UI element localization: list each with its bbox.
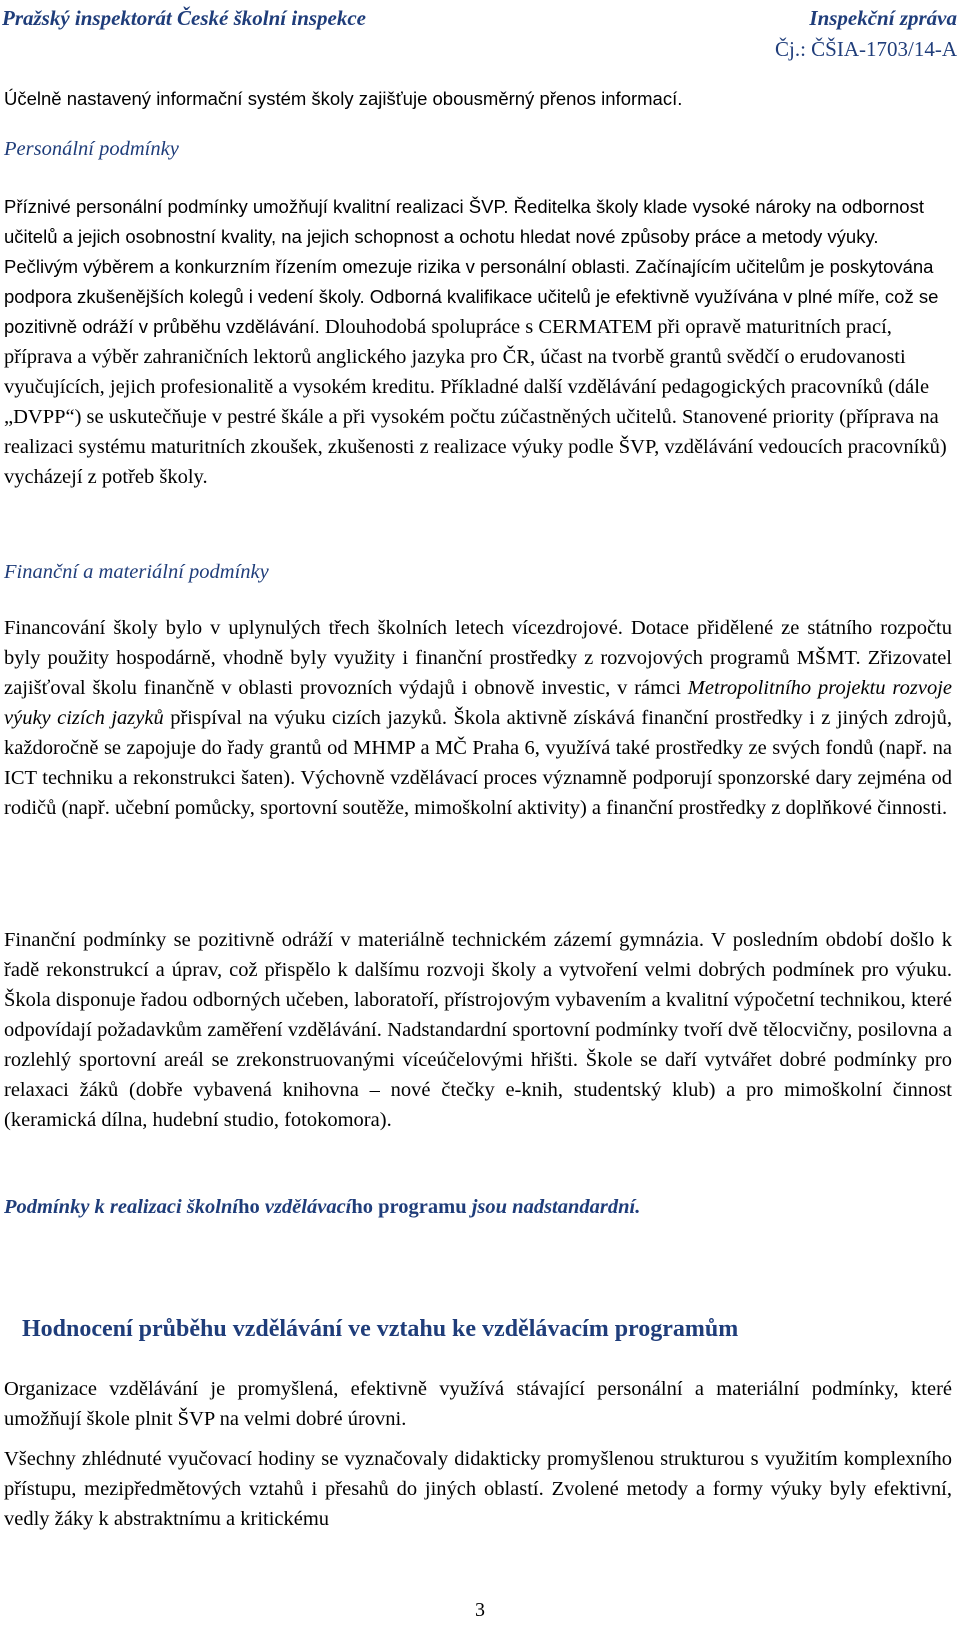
finance-paragraph-2: Finanční podmínky se pozitivně odráží v materiálně technickém zázemí gymnázia. V posledním období došlo k řadě rekonstrukcí a úprav, což přispělo k dalšímu rozvoji školy a vytvoření velmi dobrých podmínek pro výuku. Škola disponuje řadou odborných učeben, laboratoří, přístrojovým vybavením a kvalitní výpočetní technikou, které odpovídají požadavkům zaměření vzdělávání. Nadstandardní sportovní podmínky tvoří dvě tělocvičny, posilovna a rozlehlý sportovní areál se zrekonstruovanými víceúčelovými hřišti. Škole se daří vytvářet dobré podmínky pro relaxaci žáků (dobře vybavená knihovna – nové čtečky e-knih, studentský klub) a pro mimoškolní činnost (keramická dílna, hudební studio, fotokomora). [4,929,952,1131]
conditions-conclusion: Podmínky k realizaci školního vzdělávacího programu jsou nadstandardní. [4,1196,641,1218]
finance-paragraph-1: Financování školy bylo v uplynulých třech školních letech vícezdrojové. Dotace přidělené ze státního rozpočtu byly použity hospodárně, vhodně byly využity i finanční prostředky z rozvojových programů MŠMT. Zřizovatel zajišťoval školu finančně v oblasti provozních výdajů i obnově investic, v rámci Metropolitního projektu rozvoje výuky cizích jazyků přispíval na výuku cizích jazyků. Škola aktivně získává finanční prostředky i z jiných zdrojů, každoročně se zapojuje do řady grantů od MHMP a MČ Praha 6, využívá také prostředky ze svých fondů (např. na ICT techniku a rekonstrukci šaten). Výchovně vzdělávací proces významně podporují sponzorské dary zejména od rodičů (např. učební pomůcky, sportovní soutěže, mimoškolní aktivity) a finanční prostředky z doplňkové činnosti. [4,617,953,819]
organization-paragraph: Organizace vzdělávání je promyšlená, efektivně využívá stávající personální a materiální podmínky, které umožňují škole plnit ŠVP na velmi dobré úrovni. [4,1378,952,1430]
header-reference-number: Čj.: ČŠIA-1703/14-A [774,37,957,61]
personnel-conditions-heading: Personální podmínky [4,138,179,160]
header-report-type: Inspekční zpráva [809,6,957,30]
header-inspectorate: Pražský inspektorát České školní inspekce [2,6,367,30]
info-system-paragraph: Účelně nastavený informační systém školy zajišťuje obousměrný přenos informací. [4,88,683,109]
section-heading-education-process: Hodnocení průběhu vzdělávání ve vztahu ke vzdělávacím programům [22,1316,739,1342]
page-number: 3 [475,1599,485,1621]
page-header [0,0,960,66]
personnel-conditions-paragraph: Příznivé personální podmínky umožňují kvalitní realizaci ŠVP. Ředitelka školy klade vysoké nároky na odbornost učitelů a jejich osobnostní kvality, na jejich schopnost a ochotu hledat nové způsoby práce a metody výuky. Pečlivým výběrem a konkurzním řízením omezuje rizika v personální oblasti. Začínajícím učitelům je poskytována podpora zkušenějších kolegů i vedení školy. Odborná kvalifikace učitelů je efektivně využívána v plné míře, což se pozitivně odráží v průběhu vzdělávání. Dlouhodobá spolupráce s CERMATEM při opravě maturitních prací, příprava a výběr zahraničních lektorů anglického jazyka pro ČR, účast na tvorbě grantů svědčí o erudovanosti vyučujících, jejich profesionalitě a vysokém kreditu. Příkladné další vzdělávání pedagogických pracovníků (dále „DVPP“) se uskutečňuje v pestré škále a při vysokém počtu zúčastněných učitelů. Stanovené priority (příprava na realizaci systému maturitních zkoušek, zkušenosti z realizace výuky podle ŠVP, vzdělávání vedoucích pracovníků) vycházejí z potřeb školy. [4,196,947,488]
finance-conditions-heading: Finanční a materiální podmínky [4,561,269,583]
lessons-paragraph: Všechny zhlédnuté vyučovací hodiny se vyznačovaly didakticky promyšlenou strukturou s využitím komplexního přístupu, mezipředmětových vztahů i přesahů do jiných oblastí. Zvolené metody a formy výuky byly efektivní, vedly žáky k abstraktnímu a kritickému [4,1448,952,1530]
